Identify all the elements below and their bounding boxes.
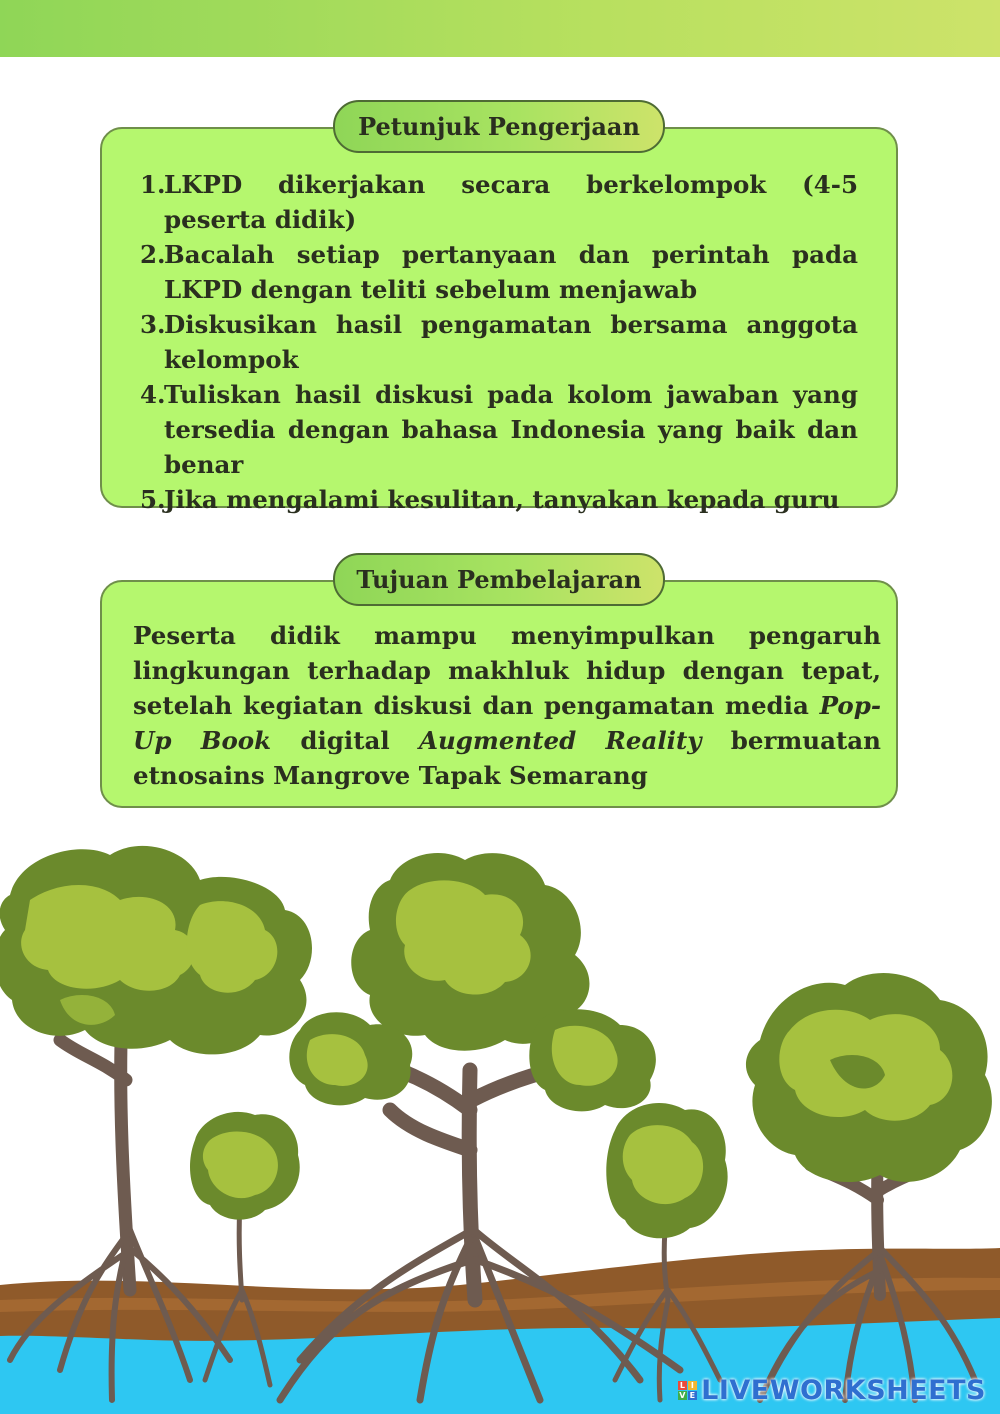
learning-goal-title: Tujuan Pembelajaran [333,553,665,606]
list-item: 2. Bacalah setiap pertanyaan dan perintah pada LKPD dengan teliti sebelum menjawab [140,240,858,304]
mangrove-illustration [0,835,1000,1414]
instructions-title: Petunjuk Pengerjaan [333,100,665,153]
liveworksheets-logo-icon: L I V E [679,1381,696,1400]
liveworksheets-watermark[interactable] [678,1375,986,1406]
instructions-list [140,167,858,517]
learning-goal-text: Peserta didik mampu menyimpulkan pengaruh lingkungan terhadap makhluk hidup dengan tepat, setelah kegiatan diskusi dan pengamatan media Pop-Up Book digital Augmented Reality bermuatan etnosains Mangrove Tapak Semarang [133,621,881,790]
liveworksheets-brand: LIVEWORKSHEETS [701,1375,986,1406]
list-item: 4. Tuliskan hasil diskusi pada kolom jawaban yang tersedia dengan bahasa Indonesia yang baik dan benar [140,380,858,479]
list-item: 5. Jika mengalami kesulitan, tanyakan kepada guru [140,485,840,514]
top-banner [0,0,1000,57]
list-item: 1. LKPD dikerjakan secara berkelompok (4-5 peserta didik) [140,170,858,234]
list-item: 3. Diskusikan hasil pengamatan bersama anggota kelompok [140,310,858,374]
